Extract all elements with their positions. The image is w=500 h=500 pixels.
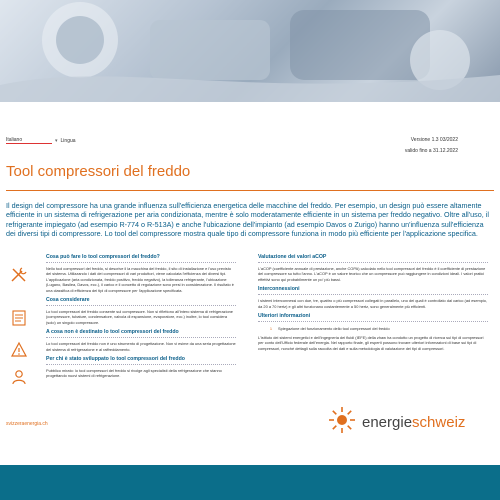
section-considerations xyxy=(6,297,236,325)
section-title: Per chi è stato sviluppato lo tool compressori del freddo xyxy=(46,356,236,365)
section-title: Ulteriori informazioni xyxy=(258,313,488,322)
language-selector[interactable] xyxy=(6,137,76,144)
logo-text xyxy=(362,414,465,431)
section-text: I sistemi interconnessi con due, tre, quattro o più compressori collegati in parallelo, uno dei quali è controllato dal carico (ad esempio, da 20 a 70 hertz) e gli altri funzionano costantemente a 50 hertz, sono generalmente più efficienti. xyxy=(258,298,488,309)
language-label: Lingua xyxy=(60,137,76,144)
tools-icon xyxy=(10,266,28,284)
section-text: L'istituto dei sistemi energetici e dell'ingegneria dei fluidi (IEFE) della zhaw ha condotto un progetto di ricerca sul tipi di compressori per conto dell'Ufficio federale dell'energia. Nel rapporto finale, gli esperti possono trovare ulteriori informazioni di base sui tipi di compressori, nonché dettagli sulla raccolta dei dati e sulla metodologia di valutazione dei tipi di compressori. xyxy=(258,335,484,351)
sunburst-icon xyxy=(328,406,356,439)
left-column xyxy=(6,254,236,383)
section-interconnections xyxy=(258,286,488,309)
further-info-link[interactable] xyxy=(258,326,488,331)
item-text: Spiegazione del funzionamento dello tool compressori del freddo xyxy=(278,326,390,332)
bottom-band xyxy=(0,465,500,500)
valid-until-text: valido fino a 31.12.2022 xyxy=(404,148,458,154)
section-title: Valutazione dei valori aCOP xyxy=(258,254,488,263)
section-text: Pubblico mirato: lo tool compressori del freddo si rivolge agli specialisti della refrigerazione che stanno progettando nuovi sistemi di refrigerazione. xyxy=(46,368,222,379)
section-title: Interconnessioni xyxy=(258,286,488,295)
section-acop xyxy=(258,254,488,282)
section-not-intended xyxy=(6,329,236,352)
title-divider xyxy=(6,190,494,191)
logo-text-main: energie xyxy=(362,413,413,431)
section-text: Lo tool compressori del freddo consente sul compressore. Non si riflettono all'intero sistema di refrigerazione (compressore, tubature, condensatore, valvola di espansione, evaporatore, ecc.) inoltre, lo tool considera (solo) un singolo compressore. xyxy=(46,309,233,325)
right-column xyxy=(258,254,488,355)
language-select[interactable]: Italiano xyxy=(6,137,52,144)
section-what-can-do xyxy=(6,254,236,293)
section-text: L'aCOP (coefficiente annuale di prestazione, anche COPA) calcolato nello tool compressori del freddo è il coefficiente di prestazione del compressore su tutto l'anno. L'aCOP è un valore teorico che un compressore può raggiungere in condizioni ideali. I valori pratici effettivi sono qui probabilmente un po' più bassi. xyxy=(258,266,486,282)
section-title: Cosa considerare xyxy=(46,297,236,306)
section-title: A cosa non è destinato lo tool compressori del freddo xyxy=(46,329,236,338)
energieschweiz-logo xyxy=(328,405,498,439)
section-target-audience xyxy=(6,356,236,379)
item-number: 1 xyxy=(269,326,272,332)
user-icon xyxy=(10,368,28,386)
checklist-icon xyxy=(10,309,28,327)
section-text: Nello tool compressori del freddo, si descrive il la macchina del freddo, il sito di installazione e l'uso previsto del sistema. Utilizzando i dati dei compressori di vari produttori, viene calcolata l'efficienza dei diversi tipi. L'applicazione (aria condizionata, freddo positivo, freddo negativo), la tolleranza refrigerante, l'ubicazione (Lugano, Basilea, Davos, ecc.), il carico e il concetto di regolazione sono presi in considerazione. Il risultato è una classifica di efficienza dei tipi di compressore per l'applicazione specificata. xyxy=(46,266,234,293)
footer-website-link[interactable]: svizzeraenergia.ch xyxy=(6,421,48,427)
intro-paragraph: Il design del compressore ha una grande influenza sull'efficienza energetica delle macchine del freddo. Per esempio, un design può essere altamente efficiente in un sistema di refrigerazione per aria condizionata, mentre è solo moderatamente efficiente in un sistema per freddo negativo. Oltre all'uso, il refrigerante impiegato (ad esempio R-774 o R-513A) e anche l'ubicazione dell'impianto (ad esempio Davos o Zurigo) hanno un'influenza sull'efficienza dei diversi tipi di compressore. Lo tool del compressore mostra quale tipo di compressore funziona in modo più efficiente per l'applicazione specifica. xyxy=(6,201,489,239)
logo-text-accent: schweiz xyxy=(412,413,466,431)
chevron-down-icon: ▾ xyxy=(55,137,58,144)
section-further-info xyxy=(258,313,488,351)
section-text: Lo tool compressori del freddo non è uno strumento di progettazione. Non vi esime da una seria progettazione del sistema di refrigerazione e al raffreddamento. xyxy=(46,341,236,352)
section-title: Cosa può fare lo tool compressori del freddo? xyxy=(46,254,236,263)
version-text: Versione 1.3 03/2022 xyxy=(410,137,458,143)
header-banner-image xyxy=(0,0,500,102)
page-title: Tool compressori del freddo xyxy=(6,163,191,180)
